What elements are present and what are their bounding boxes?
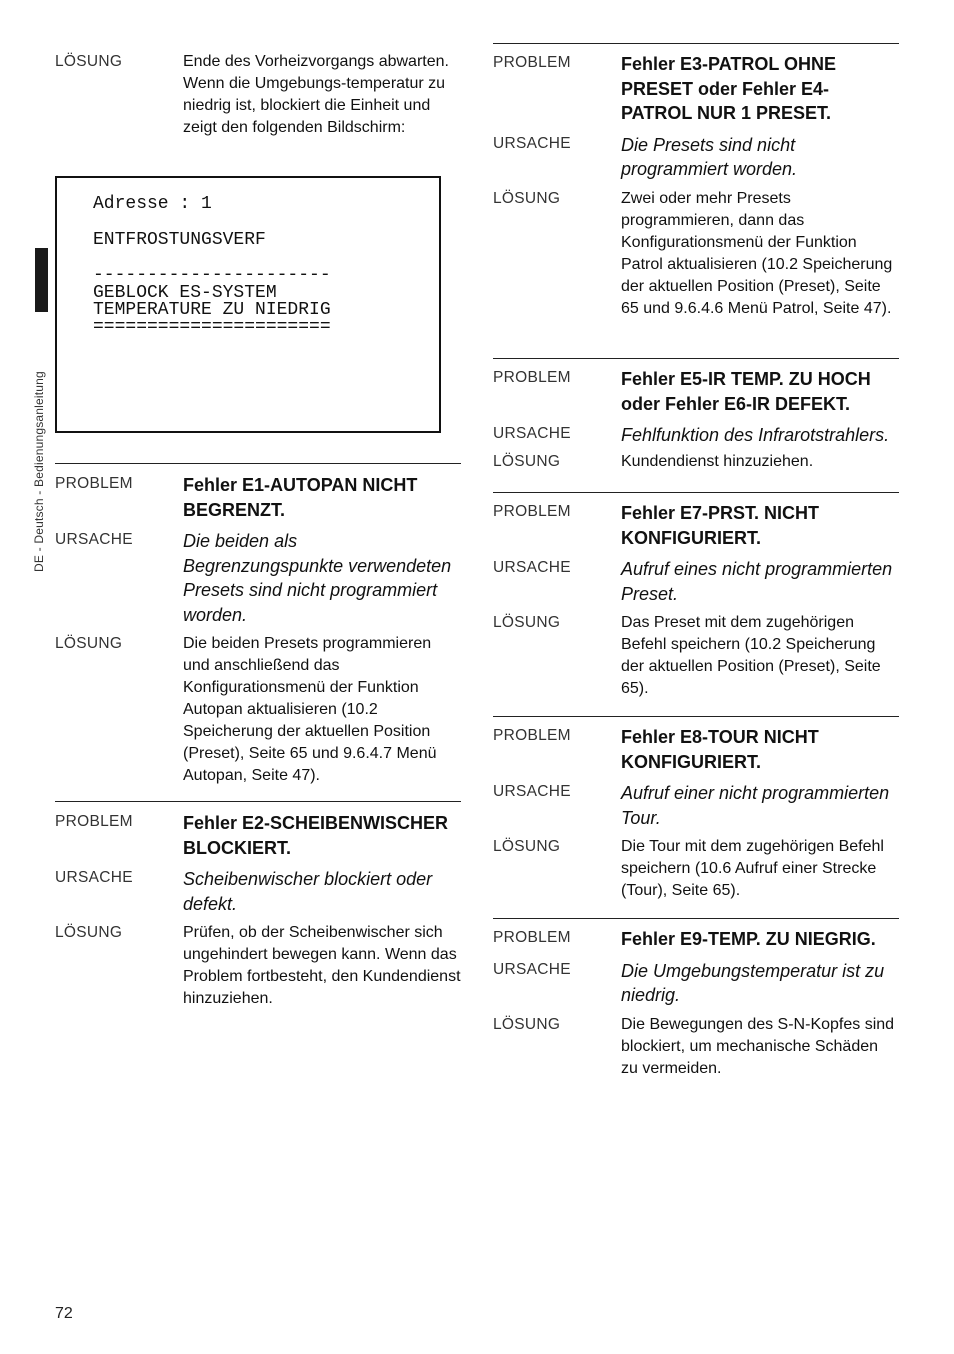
solution-row bbox=[493, 836, 899, 902]
problem-text: Fehler E1-AUTOPAN NICHT BEGRENZT. bbox=[183, 475, 418, 520]
screen-divider-bottom: ====================== bbox=[93, 317, 331, 337]
section-tab-marker bbox=[35, 248, 48, 312]
solution-label: LÖSUNG bbox=[493, 838, 561, 855]
solution-label: LÖSUNG bbox=[493, 614, 561, 631]
problem-text: Fehler E5-IR TEMP. ZU HOCH oder Fehler E6-IR DEFEKT. bbox=[621, 369, 871, 414]
solution-row bbox=[55, 633, 461, 787]
problem-row bbox=[55, 811, 461, 860]
cause-label: URSACHE bbox=[55, 531, 133, 548]
error-block-e9 bbox=[493, 918, 899, 1080]
error-block-e1 bbox=[55, 463, 461, 787]
cause-text: Fehlfunktion des Infrarotstrahlers. bbox=[621, 425, 890, 445]
cause-text: Die Umgebungstemperatur ist zu niedrig. bbox=[621, 960, 885, 1005]
cause-row bbox=[493, 557, 899, 606]
cause-label: URSACHE bbox=[493, 960, 571, 978]
problem-row bbox=[55, 473, 461, 522]
page-number: 72 bbox=[55, 1305, 73, 1322]
problem-row bbox=[493, 501, 899, 550]
cause-label: URSACHE bbox=[493, 134, 571, 152]
screen-line-status: ENTFROSTUNGSVERF bbox=[93, 230, 266, 250]
solution-label: LÖSUNG bbox=[55, 635, 123, 652]
solution-label: LÖSUNG bbox=[493, 1015, 561, 1033]
solution-label: LÖSUNG bbox=[493, 189, 561, 207]
cause-label: URSACHE bbox=[493, 783, 571, 800]
problem-row bbox=[493, 52, 899, 126]
problem-text: Fehler E8-TOUR NICHT KONFIGURIERT. bbox=[621, 727, 819, 772]
cause-row bbox=[493, 423, 899, 448]
solution-row bbox=[493, 188, 899, 320]
problem-label: PROBLEM bbox=[493, 503, 571, 520]
solution-text: Kundendienst hinzuziehen. bbox=[621, 452, 814, 470]
problem-row bbox=[493, 927, 899, 952]
side-label: DE - Deutsch - Bedienungsanleitung bbox=[32, 371, 46, 572]
solution-row bbox=[55, 922, 461, 1010]
screen-line-temperature: TEMPERATURE ZU NIEDRIG bbox=[93, 300, 331, 320]
intro-solution-text: Ende des Vorheizvorgangs abwarten. Wenn die Umgebungs-temperatur zu niedrig ist, blockiert die Einheit und zeigt den folgenden Bildschirm: bbox=[183, 53, 449, 136]
error-block-e5-e6 bbox=[493, 358, 899, 473]
solution-text: Die Bewegungen des S-N-Kopfes sind blockiert, um mechanische Schäden zu vermeiden. bbox=[621, 1015, 895, 1077]
cause-text: Scheibenwischer blockiert oder defekt. bbox=[183, 869, 433, 914]
solution-text: Prüfen, ob der Scheibenwischer sich ungehindert bewegen kann. Wenn das Problem fortbesteht, den Kundendienst hinzuziehen. bbox=[183, 924, 461, 1007]
cause-text: Aufruf einer nicht programmierten Tour. bbox=[621, 783, 890, 828]
solution-text: Zwei oder mehr Presets programmieren, dann das Konfigurationsmenü der Funktion Patrol aktualisieren (10.2 Speicherung der aktuellen Position (Preset), Seite 65 und 9.6.4.6 Menü Patrol, Seite 47). bbox=[621, 189, 893, 317]
solution-label: LÖSUNG bbox=[55, 924, 123, 941]
cause-row bbox=[55, 529, 461, 627]
screen-divider-top: ---------------------- bbox=[93, 265, 331, 285]
problem-text: Fehler E2-SCHEIBENWISCHER BLOCKIERT. bbox=[183, 813, 449, 858]
cause-text: Aufruf eines nicht programmierten Preset. bbox=[621, 559, 893, 604]
screen-line-blocked: GEBLOCK ES-SYSTEM bbox=[93, 283, 277, 303]
cause-text: Die Presets sind nicht programmiert worden. bbox=[621, 134, 798, 179]
cause-label: URSACHE bbox=[493, 559, 571, 576]
solution-text: Die beiden Presets programmieren und anschließend das Konfigurationsmenü der Funktion Autopan aktualisieren (10.2 Speicherung der aktuellen Position (Preset), Seite 65 und 9.6.4.7 Menü Autopan, Seite 47). bbox=[183, 635, 437, 784]
cause-row bbox=[493, 133, 899, 182]
cause-row bbox=[493, 959, 899, 1008]
problem-label: PROBLEM bbox=[493, 727, 571, 744]
problem-label: PROBLEM bbox=[493, 369, 571, 386]
problem-label: PROBLEM bbox=[55, 475, 133, 492]
solution-row bbox=[493, 1014, 899, 1080]
cause-row bbox=[493, 781, 899, 830]
problem-label: PROBLEM bbox=[493, 929, 571, 946]
problem-text: Fehler E7-PRST. NICHT KONFIGURIERT. bbox=[621, 503, 820, 548]
error-block-e3-e4 bbox=[493, 43, 899, 320]
solution-text: Das Preset mit dem zugehörigen Befehl speichern (10.2 Speicherung der aktuellen Position (Preset), Seite 65). bbox=[621, 614, 881, 697]
cause-text: Die beiden als Begrenzungspunkte verwendeten Presets sind nicht programmiert worden. bbox=[183, 531, 452, 625]
solution-row bbox=[493, 612, 899, 700]
problem-label: PROBLEM bbox=[55, 813, 133, 830]
problem-text: Fehler E3-PATROL OHNE PRESET oder Fehler E4-PATROL NUR 1 PRESET. bbox=[621, 54, 837, 123]
cause-row bbox=[55, 867, 461, 916]
error-block-e7 bbox=[493, 492, 899, 700]
problem-label: PROBLEM bbox=[493, 54, 571, 71]
device-screen-display bbox=[55, 176, 441, 433]
solution-label: LÖSUNG bbox=[55, 53, 123, 70]
solution-label: LÖSUNG bbox=[493, 452, 561, 470]
problem-row bbox=[493, 725, 899, 774]
cause-label: URSACHE bbox=[55, 869, 133, 886]
solution-row bbox=[493, 451, 899, 473]
problem-row bbox=[493, 367, 899, 416]
screen-line-address: Adresse : 1 bbox=[93, 194, 212, 214]
intro-solution-row bbox=[55, 51, 461, 139]
problem-text: Fehler E9-TEMP. ZU NIEGRIG. bbox=[621, 929, 876, 949]
error-block-e8 bbox=[493, 716, 899, 902]
cause-label: URSACHE bbox=[493, 425, 571, 442]
solution-text: Die Tour mit dem zugehörigen Befehl speichern (10.6 Aufruf einer Strecke (Tour), Seite 65). bbox=[621, 838, 884, 899]
error-block-e2 bbox=[55, 801, 461, 1010]
